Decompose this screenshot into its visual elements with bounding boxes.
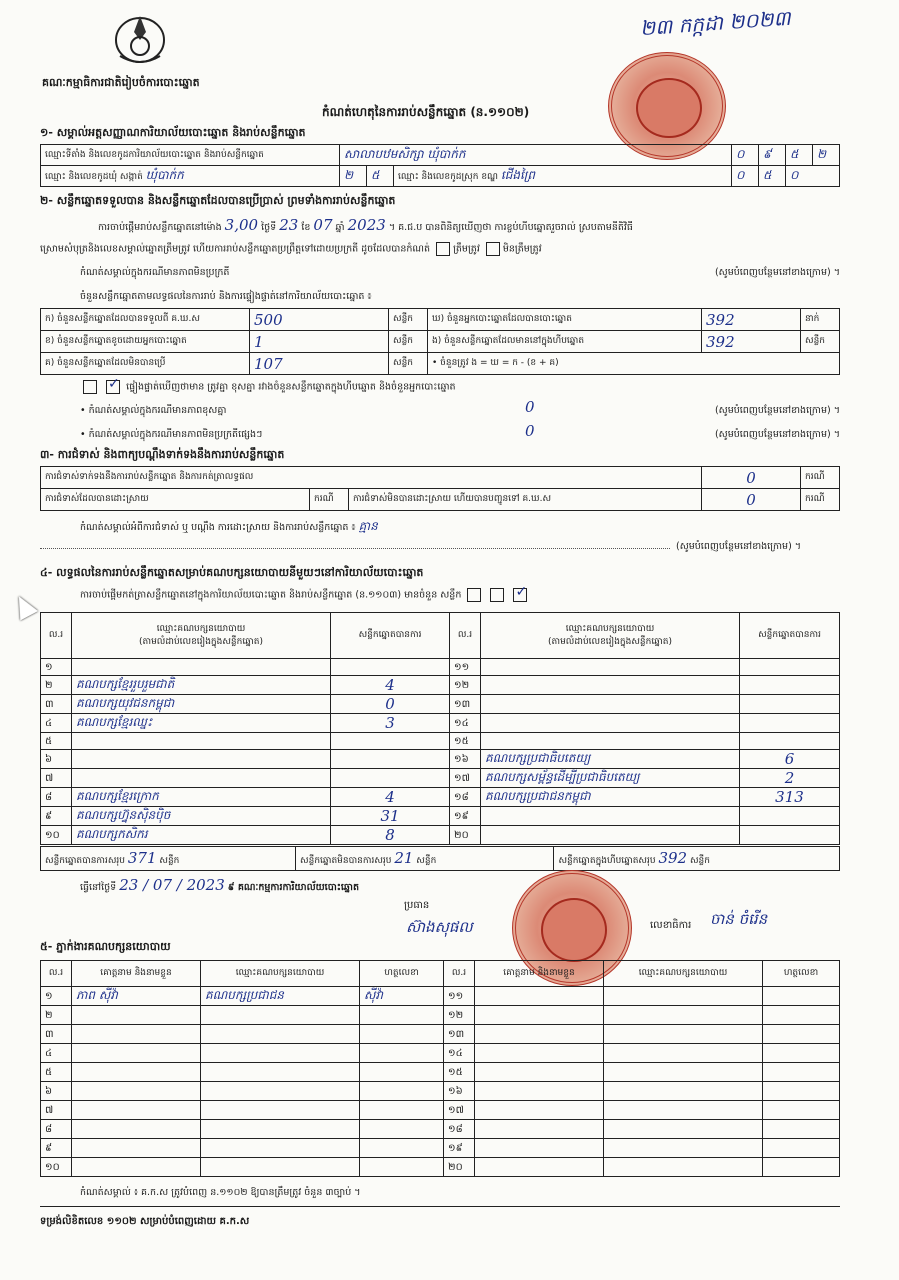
day-value: 23 — [279, 216, 299, 234]
year-value: 2023 — [347, 216, 386, 234]
total-box-unit: សន្លឹក — [689, 856, 710, 866]
commune-code-2: ៥ — [367, 166, 394, 187]
commune-code-1: ២ — [340, 166, 367, 187]
document-title: កំណត់ហេតុនៃការរាប់សន្លឹកឆ្នោត (ន.១១០២) — [322, 105, 530, 119]
row-e-unit: សន្លឹក — [801, 331, 840, 353]
made-at-label: ធ្វើនៅថ្ងៃទី — [80, 882, 117, 893]
row-a-unit: សន្លឹក — [389, 309, 428, 331]
row-no: ១៥ — [450, 733, 481, 750]
objection-note — [80, 518, 378, 536]
objection-table — [40, 466, 840, 511]
row-no: ១៤ — [444, 1044, 475, 1063]
difference-label: • កំណត់សម្គាល់ក្នុងករណីមានភាពខុសគ្នា — [80, 405, 227, 416]
handwritten-date: ២៣ កក្កដា ២០២៣ — [639, 5, 792, 41]
other-irregularity-note — [80, 422, 840, 442]
row-e-label: ង) ចំនួនសន្លឹកឆ្នោតដែលមាននៅក្នុងហីបឆ្នោត — [428, 331, 702, 353]
table-row — [41, 1139, 840, 1158]
party-name: គណបក្សសម្ព័ន្ធដើម្បីប្រជាធិបតេយ្យ — [481, 769, 740, 788]
mismatch-checkbox[interactable]: ✓ — [108, 376, 120, 392]
col-votes-left: សន្លឹកឆ្នោតបានការ — [331, 613, 450, 659]
row-no: ២០ — [444, 1158, 475, 1177]
row-no: ២ — [41, 676, 72, 695]
chair-signature: ស៊ាងសុផល — [406, 918, 473, 936]
sheet-three-checkbox[interactable]: ✓ — [515, 584, 528, 600]
vote-count — [740, 695, 840, 714]
agent-col-party-right: ឈ្មោះគណបក្សនយោបាយ — [604, 961, 763, 987]
sheet-two-checkbox[interactable] — [490, 588, 504, 602]
location-code-3: ៥ — [786, 145, 813, 166]
made-at-date: 23 / 07 / 2023 — [119, 876, 225, 894]
sheet-one-checkbox[interactable] — [467, 588, 481, 602]
row-no: ១២ — [450, 676, 481, 695]
footer-text: ទម្រង់លិខិតលេខ ១១០២ សម្រាប់បំពេញដោយ គ.ក.ស — [40, 1216, 250, 1227]
table-row — [41, 1101, 840, 1120]
row-no: ៩ — [41, 1139, 72, 1158]
objection-note-line — [40, 548, 670, 549]
vote-count — [331, 733, 450, 750]
total-valid-value: 371 — [127, 849, 157, 867]
resolved-unit: ករណី — [310, 489, 349, 511]
row-no: ១៣ — [444, 1025, 475, 1044]
party-name: គណបក្សហ្វ៊ុនស៊ិនប៉ិច — [72, 807, 331, 826]
vote-count: 4 — [331, 676, 450, 695]
row-b-value: 1 — [250, 331, 389, 353]
party-name — [72, 750, 331, 769]
row-no: ៥ — [41, 1063, 72, 1082]
correct-checkbox[interactable] — [436, 242, 450, 256]
commune-label — [41, 166, 340, 187]
row-no: ១៦ — [444, 1082, 475, 1101]
verify-line — [80, 376, 456, 395]
vote-count: 31 — [331, 807, 450, 826]
row-d-label: ឃ) ចំនួនអ្នកបោះឆ្នោតដែលបានបោះឆ្នោត — [428, 309, 702, 331]
district-value: ជើងព្រៃ — [500, 168, 535, 182]
party-name — [481, 659, 740, 676]
party-name — [481, 807, 740, 826]
location-code-2: ៩ — [759, 145, 786, 166]
row-c-unit: សន្លឹក — [389, 353, 428, 375]
vote-count — [740, 714, 840, 733]
mouse-cursor-icon — [10, 592, 38, 621]
party-name: គណបក្សប្រជាធិបតេយ្យ — [481, 750, 740, 769]
table-row — [41, 1158, 840, 1177]
day-label: ថ្ងៃទី — [261, 222, 277, 233]
party-name: គណបក្សខ្មែរក្រោក — [72, 788, 331, 807]
row-no: ១៥ — [444, 1063, 475, 1082]
total-valid-unit: សន្លឹក — [159, 856, 180, 866]
agent-col-sign-right: ហត្ថលេខា — [763, 961, 840, 987]
difference-value: 0 — [525, 398, 535, 416]
agent-col-name-left: គោត្តនាម និងនាមខ្លួន — [72, 961, 201, 987]
party-name — [72, 659, 331, 676]
table-row — [41, 714, 840, 733]
vote-count — [740, 733, 840, 750]
row-no: ១៧ — [444, 1101, 475, 1120]
agent-col-sign-left: ហត្ថលេខា — [360, 961, 444, 987]
district-code-1: ០ — [732, 166, 759, 187]
agent-signature: ស៊ីវ៉ា — [360, 987, 444, 1006]
row-no: ១៤ — [450, 714, 481, 733]
agent-name: ភាព ស៊ីវ៉ា — [72, 987, 201, 1006]
agent-party: គណបក្សប្រជាជន — [201, 987, 360, 1006]
table-row — [41, 1025, 840, 1044]
unresolved-unit: ករណី — [801, 489, 840, 511]
totals-row — [40, 846, 840, 871]
row-no: ១០ — [41, 1158, 72, 1177]
row-c-label: គ) ចំនួនសន្លឹកឆ្នោតដែលមិនបានប្រើ — [41, 353, 250, 375]
ballot-count-table — [40, 308, 840, 375]
row-e-value: 392 — [702, 331, 801, 353]
agents-note: កំណត់សម្គាល់ ៖ គ.ក.ស ត្រូវបំពេញ ន.១១០២ ឱ្យបានត្រឹមត្រូវ ចំនួន ៣ច្បាប់ ។ — [80, 1187, 361, 1198]
incorrect-checkbox[interactable] — [486, 242, 500, 256]
formula-label: • ចំនួនត្រូវ ង = ឃ = ក - (ខ + គ) — [428, 353, 840, 375]
irregularity-note — [80, 266, 840, 280]
section1-table — [40, 144, 840, 187]
vote-count — [740, 826, 840, 845]
col-no-right: ល.រ — [450, 613, 481, 659]
objection-unit: ករណី — [801, 467, 840, 489]
agents-table — [40, 960, 840, 1177]
row-no: ៤ — [41, 1044, 72, 1063]
other-irregularity-value: 0 — [525, 422, 535, 440]
row-no: ១១ — [450, 659, 481, 676]
table-row — [41, 1044, 840, 1063]
row-no: ៣ — [41, 1025, 72, 1044]
objection-hint: (សូមបំពេញបន្ថែមនៅខាងក្រោម) ។ — [676, 541, 802, 552]
party-name — [481, 695, 740, 714]
correct-label: ត្រឹមត្រូវ — [453, 243, 480, 255]
incorrect-label: មិនត្រឹមត្រូវ — [502, 243, 542, 255]
row-b-unit: សន្លឹក — [389, 331, 428, 353]
row-no: ១ — [41, 659, 72, 676]
commune-label-text: ឈ្មោះ និងលេខកូដឃុំ សង្កាត់ — [45, 172, 143, 182]
party-name: គណបក្សប្រជាជនកម្ពុជា — [481, 788, 740, 807]
col-votes-right: សន្លឹកឆ្នោតបានការ — [740, 613, 840, 659]
party-name — [481, 714, 740, 733]
para2-text: ស្រោមសំបុត្រនិងលេខសម្គាល់ឆ្នោតត្រឹមត្រូវ ហើយការរាប់សន្លឹកឆ្នោតប្រព្រឹត្តទៅដោយប្រក្រតី ដូចដែលបានកំណត់ — [40, 243, 431, 255]
total-invalid-value: 21 — [394, 849, 414, 867]
verify-text: ផ្ទៀងផ្ទាត់ឃើញថាមាន ត្រូវគ្នា ខុសគ្នា រវាងចំនួនសន្លឹកឆ្នោតក្នុងហីបឆ្នោត និងចំនួនអ្នកបោះឆ្នោត — [126, 381, 456, 393]
table-row — [41, 1082, 840, 1101]
row-no: ៨ — [41, 1120, 72, 1139]
row-no: ១៣ — [450, 695, 481, 714]
match-checkbox[interactable] — [83, 380, 97, 394]
row-no: ៤ — [41, 714, 72, 733]
row-d-unit: នាក់ — [801, 309, 840, 331]
unresolved-label: ការជំទាស់មិនបានដោះស្រាយ ហើយបានបញ្ជូនទៅ គ.ឃ.ស — [349, 489, 702, 511]
vote-count — [740, 659, 840, 676]
row-no: ៣ — [41, 695, 72, 714]
party-name — [481, 826, 740, 845]
vote-count: 6 — [740, 750, 840, 769]
row-no: ២ — [41, 1006, 72, 1025]
row-no: ៨ — [41, 788, 72, 807]
col-party-left-title: ឈ្មោះគណបក្សនយោបាយ — [156, 623, 246, 634]
section4-para — [80, 584, 530, 603]
location-label: ឈ្មោះទីតាំង និងលេខកូដការិយាល័យបោះឆ្នោត និងរាប់សន្លឹកឆ្នោត — [41, 145, 340, 166]
row-no: ១២ — [444, 1006, 475, 1025]
vote-count — [740, 676, 840, 695]
location-code-4: ២ — [813, 145, 840, 166]
row-no: ១៩ — [450, 807, 481, 826]
unresolved-value: 0 — [702, 489, 801, 511]
section2-title: ២- សន្លឹកឆ្នោតទទួលបាន និងសន្លឹកឆ្នោតដែលបានប្រើប្រាស់ ព្រមទាំងការរាប់សន្លឹកឆ្នោត — [40, 194, 396, 207]
vote-count: 0 — [331, 695, 450, 714]
table-row — [41, 750, 840, 769]
section5-title: ៥- ភ្នាក់ងារគណបក្សនយោបាយ — [40, 940, 171, 953]
row-b-label: ខ) ចំនួនសន្លឹកឆ្នោតខូចដោយអ្នកបោះឆ្នោត — [41, 331, 250, 353]
month-label: ខែ — [301, 222, 311, 233]
row-no: ១១ — [444, 987, 475, 1006]
table-row — [41, 733, 840, 750]
objection-note-label: កំណត់សម្គាល់អំពីការជំទាស់ ឬ បណ្តឹង ការដោះស្រាយ និងការរាប់សន្លឹកឆ្នោត ៖ — [80, 522, 356, 533]
row-no: ១៨ — [444, 1120, 475, 1139]
agent-col-no-right: ល.រ — [444, 961, 475, 987]
district-code-2: ៥ — [759, 166, 786, 187]
section4-para-text: ការចាប់ផ្តើមកត់ត្រាសន្លឹកឆ្នោតនៅក្នុងការិយាល័យបោះឆ្នោត និងរាប់សន្លឹកឆ្នោត (ន.១១០៣) មានចំនួន សន្លឹក — [80, 589, 462, 601]
chair-label: ប្រធាន — [404, 900, 430, 911]
committee-label: ៩ គណៈកម្មការការិយាល័យបោះឆ្នោត — [227, 882, 359, 893]
vote-count: 4 — [331, 788, 450, 807]
total-invalid-unit: សន្លឹក — [416, 856, 437, 866]
total-invalid-cell — [296, 847, 554, 871]
row-d-value: 392 — [702, 309, 801, 331]
difference-note — [80, 398, 840, 418]
table-row — [41, 659, 840, 676]
vote-count: 313 — [740, 788, 840, 807]
location-value: សាលាបឋមសិក្សា ឃុំបាក់ក — [340, 145, 732, 166]
row-c-value: 107 — [250, 353, 389, 375]
row-no: ៦ — [41, 750, 72, 769]
row-no: ១៨ — [450, 788, 481, 807]
party-name: គណបក្សកសិករ — [72, 826, 331, 845]
total-box-cell — [554, 847, 840, 871]
section2-para2 — [40, 242, 542, 257]
vote-count: 3 — [331, 714, 450, 733]
other-irregularity-hint: (សូមបំពេញបន្ថែមនៅខាងក្រោម) ។ — [714, 429, 840, 440]
agent-col-name-right: គោត្តនាម និងនាមខ្លួន — [475, 961, 604, 987]
row-no: ២០ — [450, 826, 481, 845]
party-name: គណបក្សខ្មែររួបរួមជាតិ — [72, 676, 331, 695]
table-row — [41, 788, 840, 807]
row-a-label: ក) ចំនួនសន្លឹកឆ្នោតដែលបានទទួលពី គ.ឃ.ស — [41, 309, 250, 331]
objection-label: ការជំទាស់ទាក់ទងនឹងការរាប់សន្លឹកឆ្នោត និងការកត់ត្រាលទ្ធផល — [41, 467, 702, 489]
other-irregularity-label: • កំណត់សម្គាល់ក្នុងករណីមានភាពមិនប្រក្រតីផ្សេងៗ — [80, 429, 263, 440]
party-name — [481, 676, 740, 695]
objection-note-value: គ្មាន — [358, 519, 378, 533]
location-code-1: ០ — [732, 145, 759, 166]
row-no: ៧ — [41, 769, 72, 788]
party-name — [72, 769, 331, 788]
start-time-label: ការចាប់ផ្តើមរាប់សន្លឹកឆ្នោតនៅម៉ោង — [98, 222, 222, 233]
total-invalid-label: សន្លឹកឆ្នោតមិនបានការសរុប — [300, 856, 392, 866]
section2-para1 — [98, 216, 633, 235]
total-valid-label: សន្លឹកឆ្នោតបានការសរុប — [45, 856, 125, 866]
row-no: ៧ — [41, 1101, 72, 1120]
party-name — [72, 733, 331, 750]
table-row — [41, 987, 840, 1006]
row-no: ១៧ — [450, 769, 481, 788]
table-row — [41, 1006, 840, 1025]
district-label — [394, 166, 732, 187]
total-box-value: 392 — [658, 849, 688, 867]
table-row — [41, 826, 840, 845]
table-row — [41, 676, 840, 695]
row-no: ១៩ — [444, 1139, 475, 1158]
table-row — [41, 769, 840, 788]
commune-value: ឃុំបាក់ក — [145, 168, 184, 182]
district-code-3: ០ — [786, 166, 840, 187]
row-no: ៦ — [41, 1082, 72, 1101]
row-no: ៥ — [41, 733, 72, 750]
irregularity-hint: (សូមបំពេញបន្ថែមនៅខាងក្រោម) ។ — [714, 267, 840, 278]
vote-count — [331, 750, 450, 769]
results-table — [40, 612, 840, 845]
row-no: ៩ — [41, 807, 72, 826]
khmer-royal-emblem-icon — [108, 10, 172, 68]
party-name: គណបក្សយុវជនកម្ពុជា — [72, 695, 331, 714]
vote-count: 8 — [331, 826, 450, 845]
col-no-left: ល.រ — [41, 613, 72, 659]
para1-tail: ។ គ.ជ.ប បានពិនិត្យឃើញថា ការខ្ចប់ហីបឆ្នោតរួចរាល់ ស្របតាមនីតិវិធី — [388, 222, 633, 233]
vote-count — [331, 659, 450, 676]
start-time-value: 3,00 — [224, 216, 259, 234]
section3-title: ៣- ការជំទាស់ និងពាក្យបណ្តឹងទាក់ទងនឹងការរាប់សន្លឹកឆ្នោត — [40, 448, 285, 461]
total-valid-cell — [41, 847, 296, 871]
table-row — [41, 1120, 840, 1139]
party-name: គណបក្សខ្មែរឈ្នះ — [72, 714, 331, 733]
district-label-text: ឈ្មោះ និងលេខកូដស្រុក ខណ្ឌ — [398, 172, 499, 182]
resolved-label: ការជំទាស់ដែលបានដោះស្រាយ — [41, 489, 310, 511]
irregularity-label: កំណត់សម្គាល់ក្នុងករណីមានភាពមិនប្រក្រតី — [80, 267, 230, 278]
col-party-left — [72, 613, 331, 659]
section4-title: ៤- លទ្ធផលនៃការរាប់សន្លឹកឆ្នោតសម្រាប់គណបក្សនយោបាយនីមួយៗនៅការិយាល័យបោះឆ្នោត — [40, 566, 424, 579]
footer-rule — [40, 1206, 840, 1207]
row-a-value: 500 — [250, 309, 389, 331]
section1-title: ១- សម្គាល់អត្តសញ្ញាណការិយាល័យបោះឆ្នោត និងរាប់សន្លឹកឆ្នោត — [40, 126, 306, 139]
objection-value: 0 — [702, 467, 801, 489]
col-party-right-sub: (តាមលំដាប់លេខរៀងក្នុងសន្លឹកឆ្នោត) — [548, 636, 672, 647]
made-at-line — [80, 876, 359, 895]
col-party-left-sub: (តាមលំដាប់លេខរៀងក្នុងសន្លឹកឆ្នោត) — [139, 636, 263, 647]
month-value: 07 — [313, 216, 333, 234]
secretary-label: លេខាធិការ — [650, 920, 692, 931]
table-row — [41, 695, 840, 714]
row-no: ១ — [41, 987, 72, 1006]
col-party-right — [481, 613, 740, 659]
party-name — [481, 733, 740, 750]
commission-heading: គណៈកម្មាធិការជាតិរៀបចំការបោះឆ្នោត — [42, 76, 200, 89]
year-label: ឆ្នាំ — [335, 222, 345, 233]
difference-hint: (សូមបំពេញបន្ថែមនៅខាងក្រោម) ។ — [714, 405, 840, 416]
table-row — [41, 807, 840, 826]
vote-count — [331, 769, 450, 788]
secretary-signature: ចាន់ ចំរើន — [710, 910, 768, 928]
agent-col-party-left: ឈ្មោះគណបក្សនយោបាយ — [201, 961, 360, 987]
row-no: ១០ — [41, 826, 72, 845]
table-row — [41, 1063, 840, 1082]
vote-count — [740, 807, 840, 826]
col-party-right-title: ឈ្មោះគណបក្សនយោបាយ — [565, 623, 655, 634]
agent-col-no-left: ល.រ — [41, 961, 72, 987]
vote-count: 2 — [740, 769, 840, 788]
row-no: ១៦ — [450, 750, 481, 769]
section2-para4: ចំនួនសន្លឹកឆ្នោតតាមលទ្ធផលនៃការរាប់ និងការផ្ទៀងផ្ទាត់នៅការិយាល័យបោះឆ្នោត ៖ — [80, 291, 372, 302]
total-box-label: សន្លឹកឆ្នោតក្នុងហីបឆ្នោតសរុប — [558, 856, 656, 866]
